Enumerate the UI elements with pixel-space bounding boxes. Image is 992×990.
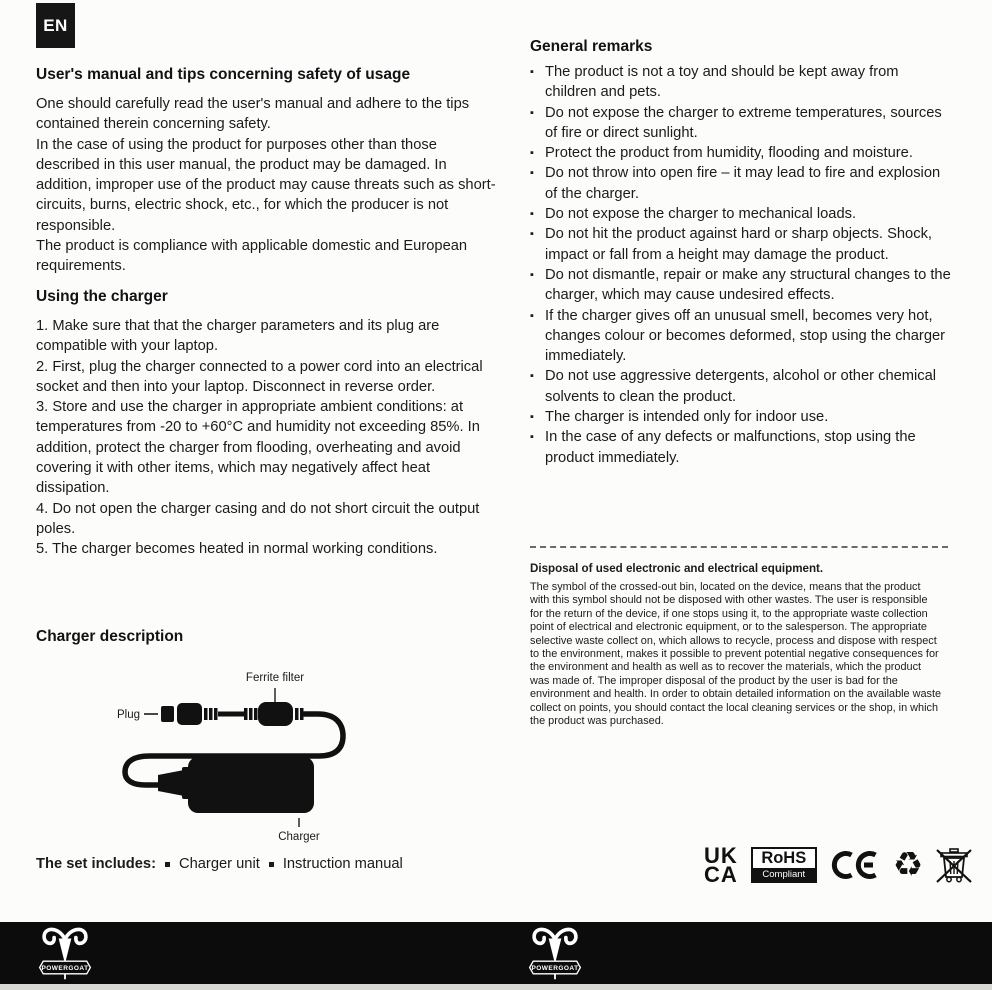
set-includes-line <box>36 856 403 872</box>
remark-item: ▪ In the case of any defects or malfunctions, stop using the product immediately. <box>530 427 952 468</box>
remark-item: ▪ Do not use aggressive detergents, alcohol or other chemical solvents to clean the product. <box>530 366 952 407</box>
section-title-safety: User's manual and tips concerning safety of usage <box>36 66 411 83</box>
section-charger-description <box>36 628 502 646</box>
remark-item: ▪ If the charger gives off an unusual smell, becomes very hot, changes colour or becomes deformed, stop using the charger immediately. <box>530 306 952 367</box>
diagram-label-ferrite: Ferrite filter <box>245 672 305 684</box>
disposal-title: Disposal of used electronic and electrical equipment. <box>530 562 824 575</box>
charger-brick <box>188 757 314 813</box>
rohs-mark-icon <box>751 847 817 883</box>
charger-diagram <box>36 663 502 858</box>
dc-connector <box>158 770 184 796</box>
remark-item: ▪ Do not hit the product against hard or sharp objects. Shock, impact or fall from a height may damage the product. <box>530 224 952 265</box>
cable-grip <box>254 708 258 720</box>
right-column <box>530 38 952 918</box>
using-step: 5. The charger becomes heated in normal working conditions. <box>36 541 438 558</box>
cable-grip <box>204 708 208 720</box>
section-title-remarks: General remarks <box>530 38 653 55</box>
using-step: 1. Make sure that that the charger parameters and its plug are compatible with your laptop. <box>36 318 440 355</box>
remark-item: ▪ Do not expose the charger to extreme temperatures, sources of fire or direct sunlight. <box>530 103 952 144</box>
using-step: 4. Do not open the charger casing and do not short circuit the output poles. <box>36 500 480 537</box>
recycling-icon: ♻ <box>892 846 924 884</box>
powergoat-logo <box>33 924 97 982</box>
footer-bar <box>0 922 992 984</box>
charger-diagram-illustration <box>36 663 502 853</box>
page-bottom-edge <box>0 984 992 990</box>
plug-tip <box>161 706 174 722</box>
cable-grip <box>249 708 253 720</box>
intro-paragraph: One should carefully read the user's manual and adhere to the tips contained therein concerning safety. <box>36 96 470 133</box>
diagram-label-plug: Plug <box>116 709 140 721</box>
cable-grip <box>244 708 248 720</box>
section-title-description: Charger description <box>36 628 184 645</box>
remark-item: ▪ The charger is intended only for indoor use. <box>530 407 952 427</box>
section-safety-intro <box>36 66 502 277</box>
ukca-line1: UK <box>704 843 738 868</box>
using-step: 2. First, plug the charger connected to a power cord into an electrical socket and then into your laptop. Disconnect in reverse order. <box>36 358 483 395</box>
ukca-mark-icon <box>704 843 738 887</box>
remark-item: ▪ Do not expose the charger to mechanical loads. <box>530 204 952 224</box>
intro-paragraph: The product is compliance with applicable domestic and European requirements. <box>36 238 468 275</box>
intro-paragraph: In the case of using the product for purposes other than those described in this user manual, the product may be damaged. In addition, improper use of the product may cause threats such as short-circuits, burns, electric shock, etc., for which the producer is not responsible. <box>36 136 496 234</box>
set-includes-item: Instruction manual <box>282 856 403 872</box>
powergoat-wordmark: POWERGOAT <box>41 965 89 973</box>
remark-item: ▪ The product is not a toy and should be kept away from children and pets. <box>530 62 952 103</box>
rohs-subtitle: Compliant <box>753 868 815 881</box>
ferrite-filter <box>258 702 293 726</box>
square-bullet-icon <box>165 862 170 867</box>
cable-grip <box>209 708 213 720</box>
square-bullet-icon <box>269 862 274 867</box>
left-column <box>36 66 502 946</box>
section-using-charger <box>36 288 502 560</box>
remark-item: ▪ Protect the product from humidity, flooding and moisture. <box>530 143 952 163</box>
powergoat-wordmark: POWERGOAT <box>531 965 579 973</box>
language-badge: EN <box>36 3 75 48</box>
section-title-using: Using the charger <box>36 288 168 305</box>
remark-item: ▪ Do not throw into open fire – it may lead to fire and explosion of the charger. <box>530 163 952 204</box>
powergoat-logo <box>523 924 587 982</box>
using-step: 3. Store and use the charger in appropriate ambient conditions: at temperatures from -20 to +60°C and humidity not exceeding 85%. In addition, protect the charger from flooding, overheating and avoid covering it with other items, which may negatively affect heat dissipation. <box>36 399 480 497</box>
rohs-title: RoHS <box>761 849 807 867</box>
remark-item: ▪ Do not dismantle, repair or make any structural changes to the charger, which may cause undesired effects. <box>530 265 952 306</box>
dashed-divider <box>530 546 948 548</box>
set-includes-item: Charger unit <box>178 856 260 872</box>
cable-grip <box>295 708 299 720</box>
certification-row <box>704 843 972 887</box>
plug-body <box>177 703 202 725</box>
general-remarks-list <box>530 62 952 468</box>
cable-grip <box>214 708 218 720</box>
ukca-line2: CA <box>704 862 738 887</box>
ce-mark-icon <box>830 849 880 881</box>
weee-bin-icon <box>936 846 972 884</box>
diagram-label-charger: Charger <box>278 831 320 843</box>
set-includes-label: The set includes: <box>36 856 156 872</box>
disposal-body: The symbol of the crossed-out bin, located on the device, means that the product with this symbol should not be disposed with other wastes. The user is responsible for the return of the device, if one stops using it, to the appropriate waste collection point of electrical and electronic equipment, or to the salesperson. The appropriate selective waste collect on, which allows to recycle, process and dispose with respect to the environment, makes it possible to prevent potential negative consequences for the environment and health as well as to recover the materials, which the product was made of. The improper disposal of the product by the user is bad for the environment and health. In order to obtain detailed information on the available waste collect on points, you should contact the local cleaning services or the shop, in which the product was purchased. <box>530 581 942 728</box>
